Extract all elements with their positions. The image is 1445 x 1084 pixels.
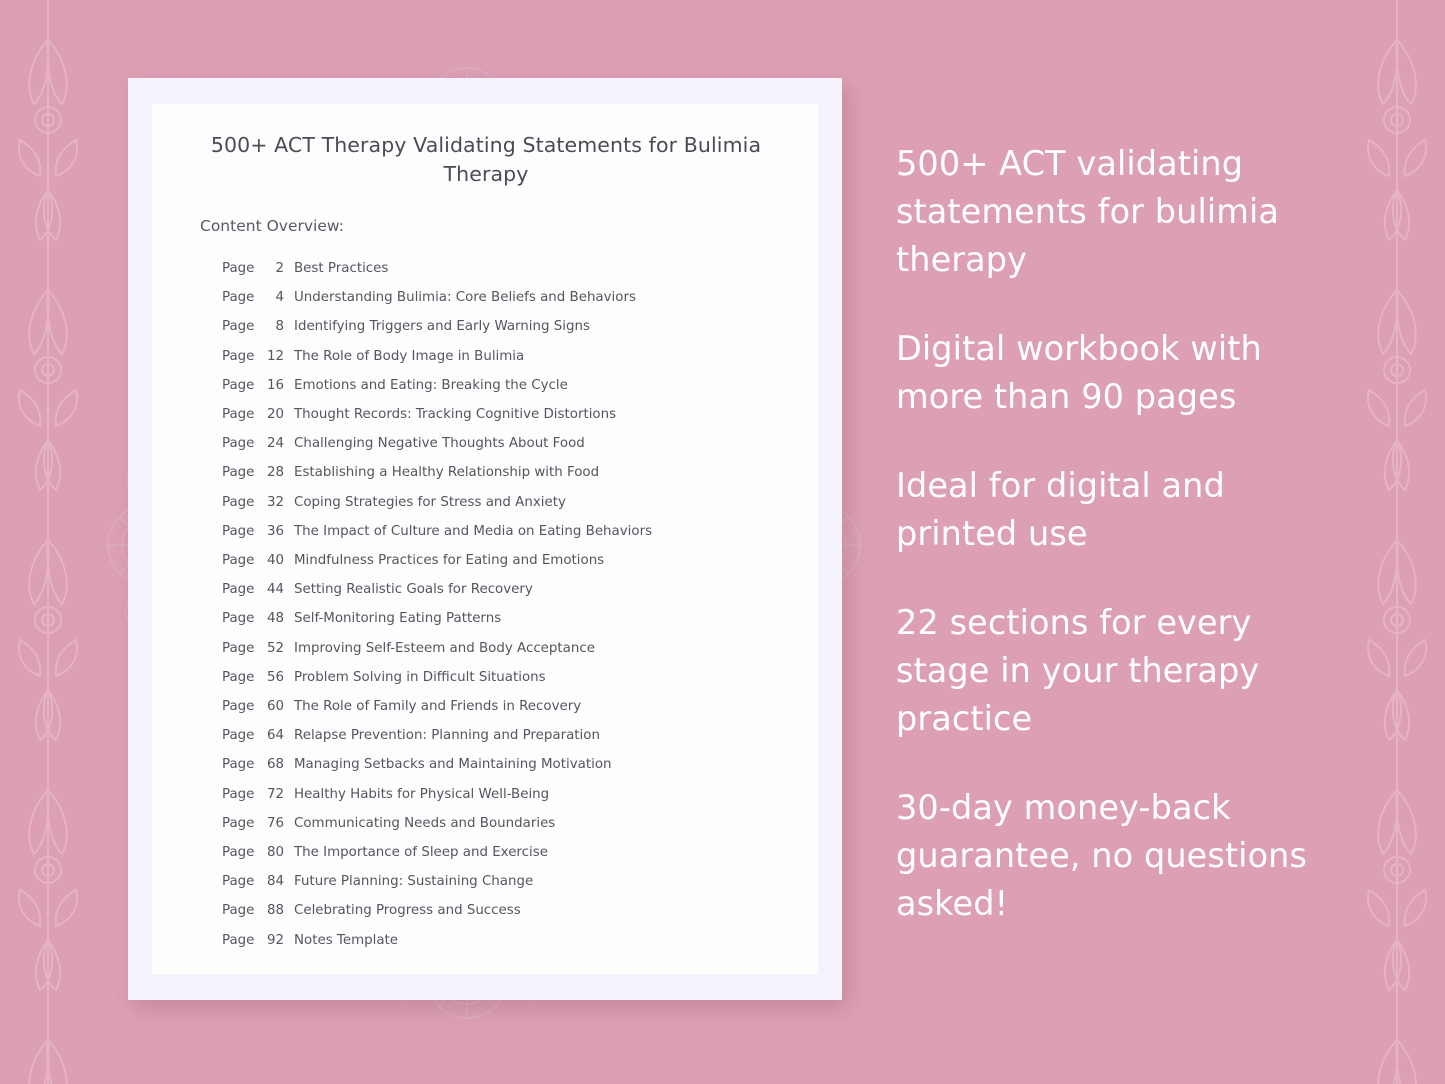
toc-page-number: 80 — [266, 845, 284, 861]
toc-page-number: 4 — [275, 290, 284, 306]
marketing-bullet: Ideal for digital and printed use — [896, 466, 1225, 553]
toc-section-title: Emotions and Eating: Breaking the Cycle — [294, 377, 568, 393]
toc-section-title: The Impact of Culture and Media on Eating Behaviors — [294, 523, 653, 539]
toc-page-label: Page — [222, 815, 255, 831]
toc-page-label: Page — [222, 261, 255, 276]
toc-section-title: Future Planning: Sustaining Change — [294, 874, 534, 890]
toc-page-number: 88 — [266, 903, 284, 919]
toc-row — [222, 575, 792, 604]
toc-page-number: 68 — [266, 757, 284, 773]
toc-section-title: Understanding Bulimia: Core Beliefs and Behaviors — [294, 290, 636, 306]
toc-page-label: Page — [222, 377, 255, 393]
marketing-bullet: 22 sections for every stage in your therapy practice — [896, 603, 1260, 738]
toc-section-title: The Role of Body Image in Bulimia — [294, 348, 525, 364]
toc-page-number: 36 — [266, 523, 284, 539]
toc-row — [222, 342, 792, 371]
toc-section-title: Identifying Triggers and Early Warning Signs — [294, 319, 590, 335]
marketing-bullet: Digital workbook with more than 90 pages — [896, 329, 1262, 416]
toc-page-number: 28 — [266, 465, 284, 481]
toc-row — [222, 312, 792, 341]
toc-page-number: 20 — [266, 407, 284, 423]
toc-page-label: Page — [222, 290, 255, 306]
toc-row — [222, 721, 792, 750]
toc-page-number: 72 — [266, 786, 284, 802]
toc-page-label: Page — [222, 757, 255, 773]
toc-page-label: Page — [222, 728, 255, 744]
document-title: 500+ ACT Therapy Validating Statements for Bulimia Therapy — [210, 133, 762, 186]
toc-page-label: Page — [222, 786, 255, 802]
toc-page-label: Page — [222, 319, 255, 335]
toc-row — [222, 838, 792, 867]
toc-page-number: 32 — [266, 494, 284, 510]
toc-page-label: Page — [222, 436, 255, 452]
toc-page-number: 48 — [266, 611, 284, 627]
toc-section-title: Best Practices — [294, 261, 389, 276]
toc-section-title: The Importance of Sleep and Exercise — [294, 845, 548, 861]
toc-row — [222, 429, 792, 458]
toc-section-title: Self-Monitoring Eating Patterns — [294, 611, 502, 627]
toc-page-number: 16 — [266, 377, 284, 393]
toc-page-label: Page — [222, 845, 255, 861]
toc-page-number: 92 — [266, 932, 284, 948]
toc-section-title: Setting Realistic Goals for Recovery — [294, 582, 533, 598]
toc-page-number: 52 — [266, 640, 284, 656]
toc-page-label: Page — [222, 611, 255, 627]
toc-section-title: Establishing a Healthy Relationship with Food — [294, 465, 600, 481]
toc-section-title: Celebrating Progress and Success — [294, 903, 521, 919]
toc-row — [222, 780, 792, 809]
toc-page-label: Page — [222, 407, 255, 423]
toc-section-title: Communicating Needs and Boundaries — [294, 815, 556, 831]
toc-page-number: 56 — [266, 669, 284, 685]
toc-row — [222, 371, 792, 400]
toc-page-label: Page — [222, 669, 255, 685]
toc-page-label: Page — [222, 465, 255, 481]
marketing-bullet-list — [896, 140, 1336, 928]
toc-page-label: Page — [222, 348, 255, 364]
toc-page-label: Page — [222, 640, 255, 656]
toc-page-number: 40 — [266, 553, 284, 569]
toc-row — [222, 254, 792, 283]
toc-page-label: Page — [222, 903, 255, 919]
marketing-bullet: 500+ ACT validating statements for bulimia therapy — [896, 144, 1280, 279]
toc-page-label: Page — [222, 523, 255, 539]
toc-section-title: Managing Setbacks and Maintaining Motivation — [294, 757, 612, 773]
floral-border-right-icon — [1349, 0, 1445, 1084]
toc-page-number: 84 — [266, 874, 284, 890]
toc-page-number: 44 — [266, 582, 284, 598]
toc-page-label: Page — [222, 874, 255, 890]
toc-page-number: 76 — [266, 815, 284, 831]
toc-row — [222, 896, 792, 925]
toc-row — [222, 517, 792, 546]
toc-row — [222, 458, 792, 487]
toc-row — [222, 809, 792, 838]
toc-row — [222, 926, 792, 955]
toc-row — [222, 488, 792, 517]
toc-row — [222, 283, 792, 312]
toc-page-number: 64 — [266, 728, 284, 744]
toc-page-label: Page — [222, 699, 255, 715]
toc-row — [222, 400, 792, 429]
toc-row — [222, 663, 792, 692]
toc-row — [222, 692, 792, 721]
toc-page-number: 2 — [275, 261, 284, 276]
toc-page-number: 8 — [275, 319, 284, 335]
content-overview-heading: Content Overview: — [200, 217, 344, 235]
table-of-contents — [222, 254, 792, 955]
toc-page-label: Page — [222, 582, 255, 598]
toc-row — [222, 750, 792, 779]
toc-page-label: Page — [222, 932, 255, 948]
toc-section-title: Notes Template — [294, 932, 399, 948]
toc-section-title: Coping Strategies for Stress and Anxiety — [294, 494, 566, 510]
toc-page-label: Page — [222, 494, 255, 510]
toc-row — [222, 634, 792, 663]
toc-section-title: Challenging Negative Thoughts About Food — [294, 436, 585, 452]
toc-page-label: Page — [222, 553, 255, 569]
toc-row — [222, 867, 792, 896]
toc-section-title: Mindfulness Practices for Eating and Emotions — [294, 553, 605, 569]
floral-border-left-icon — [0, 0, 96, 1084]
toc-section-title: Problem Solving in Difficult Situations — [294, 669, 546, 685]
toc-page-number: 60 — [266, 699, 284, 715]
toc-section-title: Improving Self-Esteem and Body Acceptance — [294, 640, 595, 656]
toc-section-title: Relapse Prevention: Planning and Preparation — [294, 728, 600, 744]
toc-page-number: 24 — [266, 436, 284, 452]
toc-row — [222, 546, 792, 575]
toc-section-title: Healthy Habits for Physical Well-Being — [294, 786, 550, 802]
marketing-bullet: 30-day money-back guarantee, no questions asked! — [896, 788, 1308, 923]
toc-row — [222, 604, 792, 633]
toc-page-number: 12 — [266, 348, 284, 364]
toc-section-title: The Role of Family and Friends in Recovery — [294, 699, 582, 715]
toc-section-title: Thought Records: Tracking Cognitive Distortions — [294, 407, 617, 423]
